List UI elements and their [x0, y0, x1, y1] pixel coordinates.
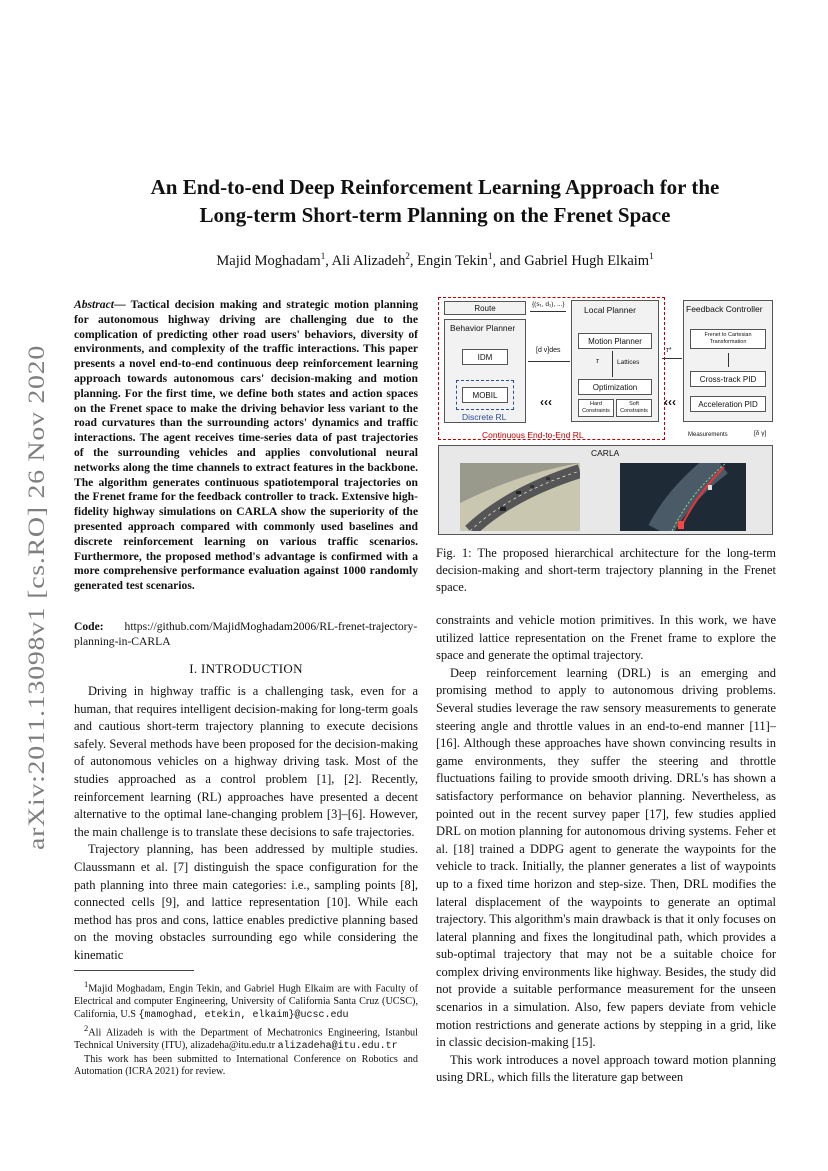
mobil-box: MOBIL: [462, 387, 508, 403]
down-arrow: [728, 353, 729, 367]
abstract-text: — Tactical decision making and strategic motion planning for autonomous highway driving are challenging due to the complication of predicting other road users' behaviors, diversity of environments, and complexity of the traffic interactions. This paper presents a novel end-to-end continuous deep reinforcement learning approach towards autonomous cars' decision-making and motion planning. For the first time, we define both states and action spaces on the Frenet space to make the driving behavior less variant to the road curvatures than the surrounding actors' dynamics and traffic interactions. The agent receives time-series data of past trajectories of the surrounding vehicles and applies convolutional neural networks along the time channels to extract features in the backbone. The algorithm generates continuous spatiotemporal trajectories on the Frenet frame for the feedback controller to track. Extensive high-fidelity highway simulations on CARLA show the superiority of the presented approach compared with commonly used baselines and discrete reinforcement learning on various traffic scenarios. Furthermore, the proposed method's advantage is confirmed with a more comprehensive performance evaluation against 1000 randomly generated test scenarios.: [74, 298, 418, 593]
intro-paragraph-2: Trajectory planning, has been addressed by multiple studies. Claussmann et al. [7] distinguish the space configuration for the path planning into three main categories: i.e., sampling points [8], connected cells [9], and lattice representation [10]. While each method has pros and cons, lattice enables predictive planning based on the moving obstacles surrounding ego while considering the kinematic: [74, 842, 418, 962]
tau-star-label: τ*: [666, 347, 672, 354]
affil-mark-1: 1: [320, 251, 326, 261]
title-line-1: An End-to-end Deep Reinforcement Learning Approach for the: [150, 175, 720, 199]
control-output-label: [δ γ]: [754, 430, 767, 437]
highway-scene-image: [460, 463, 580, 531]
intro-body: [74, 683, 418, 965]
footnotes: [74, 978, 418, 1079]
footnote-1-emails: {mamoghad, etekin, elkaim}@ucsc.edu: [138, 1009, 349, 1021]
tau-label: τ: [596, 358, 599, 365]
route-output-label: {(s₁, d₁), ...}: [532, 301, 565, 308]
abstract-label: Abstract: [74, 298, 114, 311]
author-3: Engin Tekin: [417, 252, 488, 269]
continuous-rl-label: Continuous End-to-End RL: [482, 430, 584, 440]
hard-constraints-box: Hard Constraints: [578, 399, 614, 417]
title-line-2: Long-term Short-term Planning on the Frenet Space: [199, 203, 671, 227]
affil-mark-2: 2: [405, 251, 410, 261]
code-line: [74, 620, 418, 650]
footnote-2-email: alizadeha@itu.edu.tr: [277, 1041, 398, 1053]
tau-star-arrow: [662, 358, 682, 359]
right-paragraph-1: Deep reinforcement learning (DRL) is an emerging and promising method to apply to autonomous driving problems. Several studies leverage the raw sensory measurements to generate steering angle and throttle values in an end-to-end manner [11]–[16]. Although these approaches have shown convincing results in game environments, they suffer the steering and throttle fluctuations failing to provide smooth driving. DRL's has shown a satisfactory performance on behavior planning. Nevertheless, as pointed out in the recent survey paper [17], few studies applied DRL on motion planning for autonomous driving systems. Feher et al. [18] trained a DDPG agent to generate the waypoints for the vehicle to track. Initially, the planner generates a list of waypoints up to a fixed time horizon and step-size. Then, DRL modifies the lateral displacement of the waypoints to generate an optimal trajectory. This algorithm's main drawback is that it only focuses on lateral planning and fixes the longitudinal path, which provides a sub-optimal trajectory that may not be a suitable choice for complex driving environments like highway. Besides, the study did not provide a suitable performance measurement for the unseen scenarios in a simulation. Also, few papers deviate from vehicle motion restrictions and generate actions by stepping in a grid, like in classic decision-making [15].: [436, 665, 776, 1050]
acceleration-pid-box: Acceleration PID: [690, 396, 766, 412]
idm-box: IDM: [462, 349, 508, 365]
motion-planner-box: Motion Planner: [578, 333, 652, 349]
feedback-controller-label: Feedback Controller: [686, 304, 763, 314]
trajectory-scene-image: [620, 463, 746, 531]
chevron-left-icon-2: ‹‹‹: [664, 395, 676, 409]
right-paragraph-2: This work introduces a novel approach toward motion planning using DRL, which fills the literature gap between: [436, 1052, 776, 1085]
route-arrow: [530, 311, 566, 312]
right-paragraph-0: constraints and vehicle motion primitives. In this work, we have utilized lattice representation on the Frenet frame to explore the space and generate the optimal trajectory.: [436, 613, 776, 663]
intro-paragraph-1: Driving in highway traffic is a challenging task, even for a human, that requires intelligent decision-making for long-term goals and cautious short-term trajectory planning to execute decisions safely. Several methods have been proposed for the decision-making of autonomous vehicles on a highway driving task. Most of the studies approached as a control problem [1], [2]. Recently, reinforcement learning (RL) approaches have presented a decent alternative to the optimal lane-changing problem [3]–[6]. However, the main challenge is to translate these decisions to safe trajectories.: [74, 684, 418, 839]
lattices-label: Lattices: [617, 359, 640, 366]
figure-caption: Fig. 1: The proposed hierarchical architecture for the long-term decision-making and short-term trajectory planning in the Frenet space.: [436, 546, 776, 595]
affil-mark-4: 1: [649, 251, 654, 261]
local-planner-label: Local Planner: [584, 305, 636, 315]
crosstrack-pid-box: Cross-track PID: [690, 371, 766, 387]
route-box: Route: [444, 301, 526, 315]
figure-architecture: [436, 295, 776, 535]
optimization-box: Optimization: [578, 379, 652, 395]
carla-label: CARLA: [591, 448, 620, 458]
abstract: [74, 298, 418, 594]
section-heading: I. INTRODUCTION: [189, 661, 303, 676]
soft-constraints-box: Soft Constraints: [616, 399, 652, 417]
lattice-arrow: [612, 351, 613, 377]
dv-arrow: [528, 361, 570, 362]
measurements-label: Measurements: [688, 432, 728, 438]
footnote-rule: [74, 970, 194, 971]
right-column-body: [436, 612, 776, 1087]
paper-title: [60, 173, 810, 229]
dv-des-label: [d v]des: [536, 347, 561, 354]
chevron-left-icon: ‹‹‹: [540, 395, 552, 409]
author-list: Majid Moghadam$^1$, Ali Alizadeh$^2$, Engin Tekin$^1$, and Gabriel Hugh Elkaim$^1$: [216, 251, 654, 269]
frenet-cartesian-box: Frenet to Cartesian Transformation: [690, 329, 766, 349]
behavior-planner-label: Behavior Planner: [450, 323, 516, 333]
affil-mark-3: 1: [487, 251, 493, 261]
footnote-2: $^2$Ali Alizadeh is with the Department of Mechatronics Engineering, Istanbul Technical University (ITU), alizadeha@itu.edu.tr alizadeha@itu.edu.tr: [74, 1023, 418, 1053]
code-url-link[interactable]: https://github.com/MajidMoghadam2006/RL-frenet-trajectory-planning-in-CARLA: [74, 620, 418, 648]
author-1: Majid Moghadam: [216, 252, 321, 269]
author-2: Ali Alizadeh: [331, 252, 406, 269]
arxiv-id: arXiv:2011.13098v1 [cs.RO] 26 Nov 2020: [24, 433, 49, 850]
footnote-3: This work has been submitted to International Conference on Robotics and Automation (ICRA 2021) for review.: [74, 1053, 418, 1078]
discrete-rl-label: Discrete RL: [462, 412, 507, 422]
arxiv-sidebar: [14, 345, 54, 850]
footnote-1: $^1$Majid Moghadam, Engin Tekin, and Gabriel Hugh Elkaim are with Faculty of Electrical and computer Engineering, University of California Santa Cruz (UCSC), California, U.S {mamoghad, etekin, elkaim}@ucsc.edu: [74, 979, 418, 1021]
code-label: Code:: [74, 620, 104, 633]
author-4: and Gabriel Hugh Elkaim: [499, 252, 650, 269]
